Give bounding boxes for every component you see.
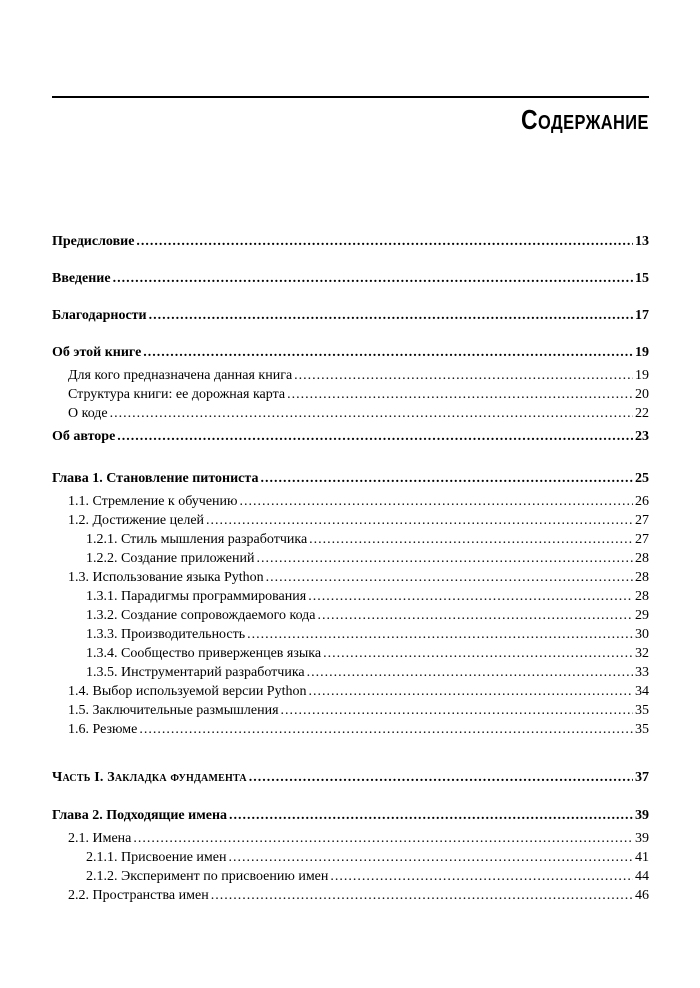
toc-entry-label: 1.3.4. Сообщество приверженцев языка	[86, 646, 322, 661]
dot-leader	[240, 492, 633, 511]
toc-entry-label: Структура книги: ее дорожная карта	[68, 387, 286, 402]
toc-entry-1-1[interactable]	[52, 492, 649, 511]
dot-leader	[287, 385, 633, 404]
toc-entry-chapter-1[interactable]	[52, 469, 649, 488]
toc-entry-about-author[interactable]	[52, 427, 649, 446]
toc-entry-label: Об авторе	[52, 429, 116, 444]
toc-entry-1-6[interactable]	[52, 720, 649, 739]
toc-entry-2-1-1[interactable]	[52, 848, 649, 867]
toc-page-number: 27	[635, 513, 649, 528]
toc-page-number: 41	[635, 850, 649, 865]
toc-entry-1-3-3[interactable]	[52, 625, 649, 644]
toc-entry-label: 1.3.2. Создание сопровождаемого кода	[86, 608, 316, 623]
toc-page-number: 44	[635, 869, 649, 884]
toc-entry-label: 1.3.1. Парадигмы программирования	[86, 589, 307, 604]
toc-entry-label: 2.1.2. Эксперимент по присвоению имен	[86, 869, 329, 884]
toc-entry-label: 1.6. Резюме	[68, 722, 138, 737]
toc-page-number: 20	[635, 387, 649, 402]
toc-entry-label: 1.2.2. Создание приложений	[86, 551, 255, 566]
toc-entry-acknowledgements[interactable]	[52, 306, 649, 325]
toc-page-number: 28	[635, 570, 649, 585]
toc-entry-label: Благодарности	[52, 308, 147, 323]
toc-entry-1-2[interactable]	[52, 511, 649, 530]
toc-entry-label: 1.3. Использование языка Python	[68, 570, 264, 585]
toc-page-number: 26	[635, 494, 649, 509]
toc-page-number: 28	[635, 589, 649, 604]
toc-page-number: 19	[635, 345, 649, 360]
toc-page-number: 15	[635, 271, 649, 286]
dot-leader	[110, 404, 633, 423]
toc-entry-1-3-5[interactable]	[52, 663, 649, 682]
dot-leader	[330, 867, 633, 886]
toc-entry-label: 2.1.1. Присвоение имен	[86, 850, 227, 865]
toc-entry-label: 2.1. Имена	[68, 831, 132, 846]
dot-leader	[260, 469, 633, 488]
dot-leader	[136, 232, 633, 251]
toc-page-number: 46	[635, 888, 649, 903]
dot-leader	[307, 663, 633, 682]
toc-entry-label: 1.3.5. Инструментарий разработчика	[86, 665, 305, 680]
toc-page-number: 33	[635, 665, 649, 680]
toc-page-number: 23	[635, 429, 649, 444]
toc-entry-roadmap[interactable]	[52, 385, 649, 404]
toc-entry-preface[interactable]	[52, 232, 649, 251]
dot-leader	[143, 343, 633, 362]
dot-leader	[211, 886, 633, 905]
toc-entry-label: Предисловие	[52, 234, 135, 249]
toc-entry-2-2[interactable]	[52, 886, 649, 905]
toc-entry-1-2-1[interactable]	[52, 530, 649, 549]
dot-leader	[149, 306, 633, 325]
toc-page-number: 22	[635, 406, 649, 421]
dot-leader	[113, 269, 633, 288]
dot-leader	[318, 606, 633, 625]
dot-leader	[206, 511, 633, 530]
toc-entry-label: 1.3.3. Производительность	[86, 627, 246, 642]
toc-entry-label: Об этой книге	[52, 345, 142, 360]
toc-page-number: 17	[635, 308, 649, 323]
toc-page-number: 32	[635, 646, 649, 661]
toc-entry-1-4[interactable]	[52, 682, 649, 701]
dot-leader	[133, 829, 633, 848]
dot-leader	[294, 366, 633, 385]
toc-entry-label: 1.2. Достижение целей	[68, 513, 205, 528]
dot-leader	[256, 549, 633, 568]
dot-leader	[323, 644, 633, 663]
toc-entry-label: 2.2. Пространства имен	[68, 888, 209, 903]
dot-leader	[229, 806, 633, 825]
toc-entry-label: О коде	[68, 406, 108, 421]
toc-entry-about-book[interactable]	[52, 343, 649, 362]
toc-entry-audience[interactable]	[52, 366, 649, 385]
dot-leader	[281, 701, 633, 720]
toc-entry-1-5[interactable]	[52, 701, 649, 720]
toc-entry-label: 1.2.1. Стиль мышления разработчика	[86, 532, 308, 547]
toc-entry-label: 1.4. Выбор используемой версии Python	[68, 684, 307, 699]
toc-entry-2-1-2[interactable]	[52, 867, 649, 886]
toc-entry-1-3-1[interactable]	[52, 587, 649, 606]
dot-leader	[308, 587, 633, 606]
toc-page-number: 39	[635, 808, 649, 823]
toc-page-number: 37	[635, 770, 649, 785]
toc-page-number: 25	[635, 471, 649, 486]
toc-page-number: 28	[635, 551, 649, 566]
toc-page-number: 39	[635, 831, 649, 846]
toc-page-number: 13	[635, 234, 649, 249]
toc-entry-chapter-2[interactable]	[52, 806, 649, 825]
toc-entry-label: Глава 2. Подходящие имена	[52, 808, 228, 823]
top-rule	[52, 96, 649, 98]
toc-entry-1-3-2[interactable]	[52, 606, 649, 625]
dot-leader	[249, 768, 633, 787]
dot-leader	[309, 682, 634, 701]
toc-entry-1-3[interactable]	[52, 568, 649, 587]
toc-page-number: 34	[635, 684, 649, 699]
dot-leader	[247, 625, 633, 644]
toc-entry-1-3-4[interactable]	[52, 644, 649, 663]
table-of-contents	[52, 232, 649, 905]
toc-entry-label: 1.5. Заключительные размышления	[68, 703, 279, 718]
dot-leader	[139, 720, 633, 739]
toc-page-number: 29	[635, 608, 649, 623]
toc-entry-about-code[interactable]	[52, 404, 649, 423]
toc-entry-part-1[interactable]	[52, 768, 649, 787]
dot-leader	[117, 427, 633, 446]
toc-entry-2-1[interactable]	[52, 829, 649, 848]
toc-entry-label: Для кого предназначена данная книга	[68, 368, 293, 383]
toc-entry-1-2-2[interactable]	[52, 549, 649, 568]
toc-entry-introduction[interactable]	[52, 269, 649, 288]
toc-page-number: 27	[635, 532, 649, 547]
toc-entry-label: 1.1. Стремление к обучению	[68, 494, 238, 509]
toc-page-number: 35	[635, 722, 649, 737]
dot-leader	[266, 568, 633, 587]
toc-page-number: 19	[635, 368, 649, 383]
toc-entry-label: Часть I. Закладка фундамента	[52, 770, 247, 785]
toc-page-number: 30	[635, 627, 649, 642]
page-title: Содержание	[521, 104, 649, 135]
toc-entry-label: Введение	[52, 271, 111, 286]
toc-entry-label: Глава 1. Становление питониста	[52, 471, 259, 486]
toc-page-number: 35	[635, 703, 649, 718]
dot-leader	[228, 848, 633, 867]
dot-leader	[309, 530, 633, 549]
